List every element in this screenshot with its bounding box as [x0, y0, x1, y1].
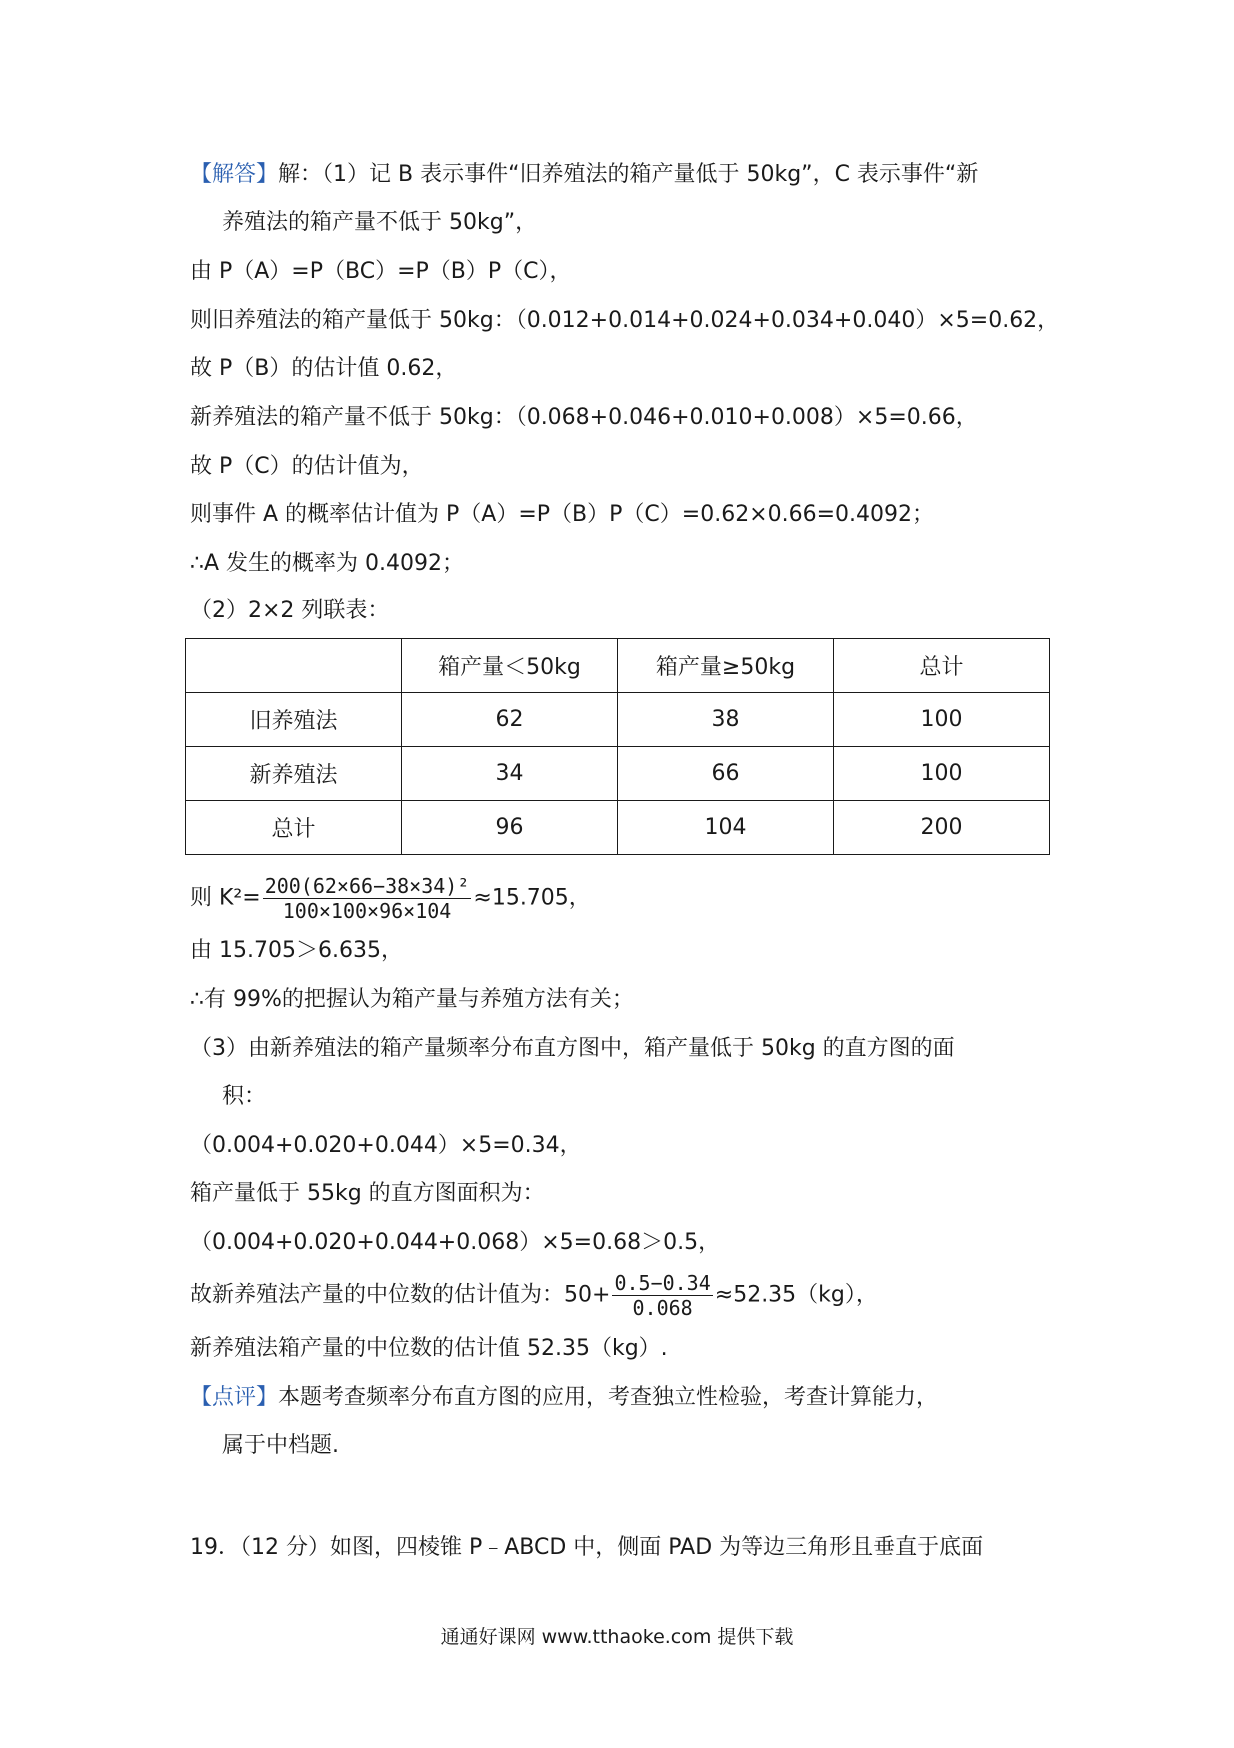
solution-line-5: 新养殖法的箱产量不低于 50kg：（0.068+0.046+0.010+0.008）×5=0.66，	[190, 405, 978, 430]
table-cell: 34	[402, 747, 618, 801]
table-cell: 200	[834, 801, 1050, 855]
solution-line-15: （0.004+0.020+0.044+0.068）×5=0.68＞0.5，	[190, 1230, 721, 1255]
comment-line-b: 属于中档题.	[222, 1433, 339, 1458]
table-header-cell	[186, 639, 402, 693]
solution-line-16: 新养殖法箱产量的中位数的估计值 52.35（kg）.	[190, 1336, 668, 1361]
median-numerator: 0.5−0.34	[614, 1271, 711, 1295]
table-cell: 总计	[186, 801, 402, 855]
contingency-table	[185, 638, 1050, 855]
k2-fraction	[263, 874, 472, 923]
k2-formula-line: 则 K²= $\frac{\text{200(62×66−38×34)²}}{100\times 100\times 96\times 104}$ ≈15.705，	[190, 874, 591, 923]
solution-line-3: 则旧养殖法的箱产量低于 50kg：（0.012+0.014+0.024+0.034+0.040）×5=0.62，	[190, 308, 1060, 333]
table-header-cell: 箱产量≥50kg	[618, 639, 834, 693]
table-row	[186, 693, 1050, 747]
solution-line-1b: 养殖法的箱产量不低于 50kg”，	[222, 210, 538, 235]
table-cell: 38	[618, 693, 834, 747]
table-header-cell: 总计	[834, 639, 1050, 693]
table-header-cell: 箱产量＜50kg	[402, 639, 618, 693]
answer-tag: 【解答】	[190, 162, 279, 187]
table-cell: 66	[618, 747, 834, 801]
comment-tag: 【点评】	[190, 1385, 279, 1410]
solution-line-6: 故 P（C）的估计值为，	[190, 454, 424, 479]
table-row	[186, 747, 1050, 801]
table-cell: 62	[402, 693, 618, 747]
question-19: 19．（12 分）如图，四棱锥 P﹣ABCD 中，侧面 PAD 为等边三角形且垂直于底面	[190, 1535, 984, 1560]
solution-line-12b: 积：	[222, 1084, 267, 1109]
table-cell: 96	[402, 801, 618, 855]
comment-line: 【点评】本题考查频率分布直方图的应用，考查独立性检验，考查计算能力，	[190, 1385, 939, 1410]
table-cell: 100	[834, 693, 1050, 747]
table-cell: 104	[618, 801, 834, 855]
solution-line-2: 由 P（A）=P（BC）=P（B）P（C），	[190, 259, 572, 284]
table-row	[186, 801, 1050, 855]
median-formula-line: 故新养殖法产量的中位数的估计值为：50+ $\frac{0.5-0.34}{0.068}$ ≈52.35（kg），	[190, 1271, 878, 1320]
solution-line-4: 故 P（B）的估计值 0.62，	[190, 356, 458, 381]
solution-line-10: 由 15.705＞6.635，	[190, 938, 403, 963]
median-denominator: 0.068	[632, 1296, 693, 1320]
page-footer: 通通好课网 www.tthaoke.com 提供下载	[440, 1626, 794, 1648]
k2-numerator: 200(62×66−38×34)²	[264, 874, 470, 898]
solution-line-11: ∴有 99%的把握认为箱产量与养殖方法有关；	[190, 987, 634, 1012]
table-cell: 100	[834, 747, 1050, 801]
median-fraction	[612, 1271, 712, 1320]
table-cell: 新养殖法	[186, 747, 402, 801]
k2-denominator: 100×100×96×104	[282, 899, 452, 923]
solution-line-13: （0.004+0.020+0.044）×5=0.34，	[190, 1133, 582, 1158]
table-header-row	[186, 639, 1050, 693]
solution-line-7: 则事件 A 的概率估计值为 P（A）=P（B）P（C）=0.62×0.66=0.4092；	[190, 502, 935, 527]
solution-line-1: 【解答】解：（1）记 B 表示事件“旧养殖法的箱产量低于 50kg”，C 表示事件“新	[190, 162, 979, 187]
table-cell: 旧养殖法	[186, 693, 402, 747]
solution-line-8: ∴A 发生的概率为 0.4092；	[190, 551, 465, 576]
solution-line-12: （3）由新养殖法的箱产量频率分布直方图中，箱产量低于 50kg 的直方图的面	[190, 1036, 955, 1061]
solution-line-14: 箱产量低于 55kg 的直方图面积为：	[190, 1181, 545, 1206]
solution-line-9: （2）2×2 列联表：	[190, 598, 390, 623]
